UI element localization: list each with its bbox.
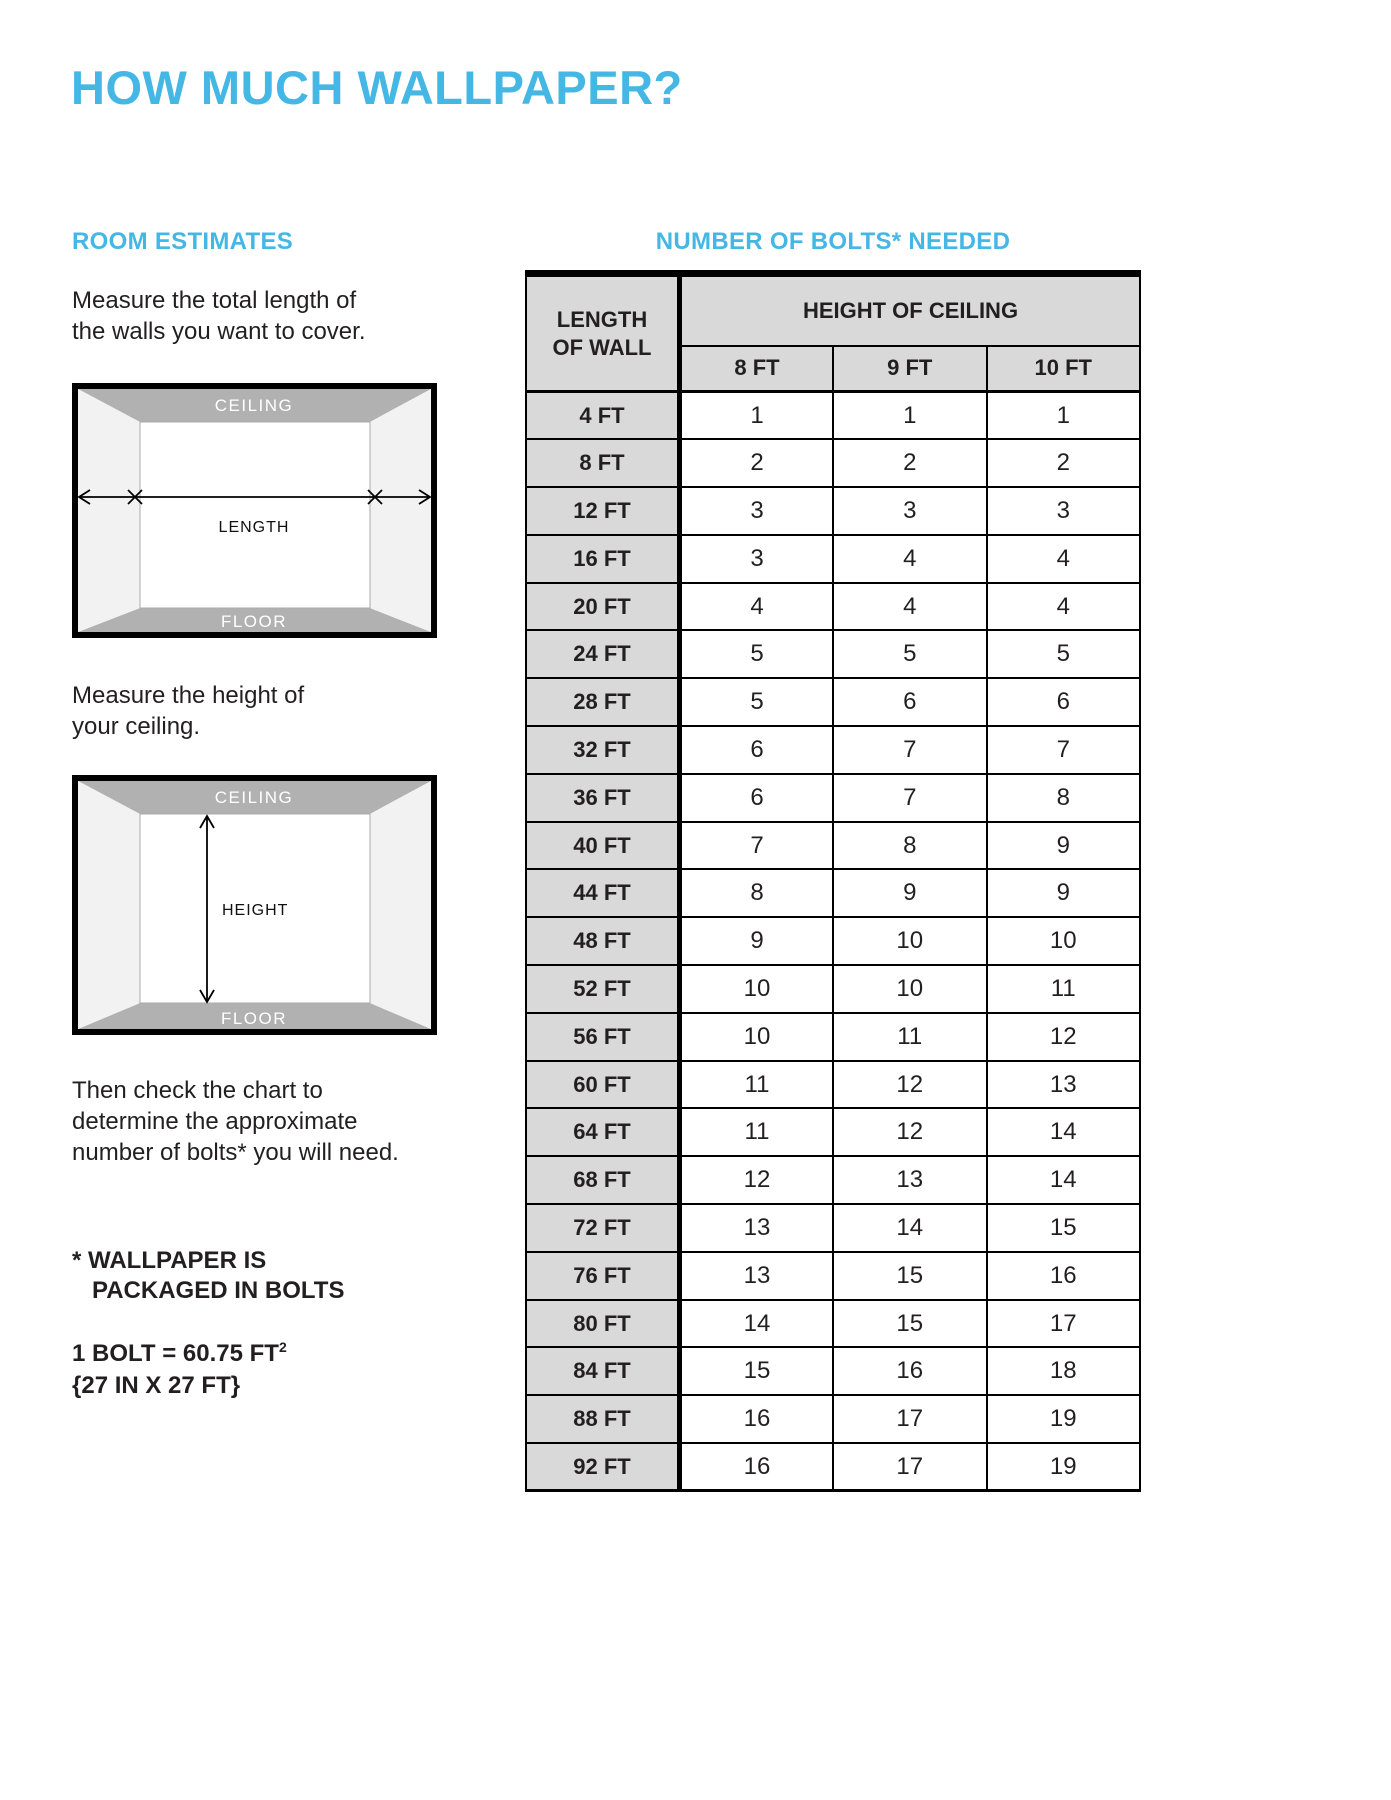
cell-9ft: 13 bbox=[833, 1156, 987, 1204]
table-row bbox=[526, 1204, 1140, 1252]
step2-text bbox=[72, 680, 304, 742]
cell-9ft: 10 bbox=[833, 965, 987, 1013]
col-header-9ft: 9 FT bbox=[833, 346, 987, 392]
step1-text bbox=[72, 285, 365, 347]
row-label: 56 FT bbox=[526, 1013, 680, 1061]
row-label: 44 FT bbox=[526, 869, 680, 917]
length-of-wall-header bbox=[526, 274, 680, 392]
floor-label: FLOOR bbox=[220, 1009, 288, 1028]
row-label: 24 FT bbox=[526, 630, 680, 678]
row-label: 12 FT bbox=[526, 487, 680, 535]
cell-10ft: 8 bbox=[987, 774, 1141, 822]
room-estimates-heading: ROOM ESTIMATES bbox=[72, 228, 294, 255]
bolt-formula bbox=[72, 1331, 287, 1370]
step3-line2: determine the approximate bbox=[72, 1108, 358, 1135]
bolts-table-body bbox=[526, 392, 1140, 1491]
cell-8ft: 7 bbox=[680, 822, 834, 870]
row-label: 80 FT bbox=[526, 1300, 680, 1348]
table-row bbox=[526, 1395, 1140, 1443]
step2-line2: your ceiling. bbox=[72, 713, 201, 740]
row-label: 20 FT bbox=[526, 583, 680, 631]
cell-8ft: 15 bbox=[680, 1347, 834, 1395]
cell-8ft: 13 bbox=[680, 1204, 834, 1252]
page-title: HOW MUCH WALLPAPER? bbox=[71, 61, 683, 114]
table-row bbox=[526, 630, 1140, 678]
table-row bbox=[526, 1252, 1140, 1300]
row-label: 8 FT bbox=[526, 439, 680, 487]
cell-9ft: 15 bbox=[833, 1252, 987, 1300]
row-label: 60 FT bbox=[526, 1061, 680, 1109]
cell-10ft: 19 bbox=[987, 1395, 1141, 1443]
step3-line1: Then check the chart to bbox=[72, 1077, 323, 1104]
cell-8ft: 3 bbox=[680, 535, 834, 583]
cell-9ft: 11 bbox=[833, 1013, 987, 1061]
cell-8ft: 2 bbox=[680, 439, 834, 487]
row-label: 40 FT bbox=[526, 822, 680, 870]
cell-10ft: 9 bbox=[987, 869, 1141, 917]
table-group-header-row bbox=[526, 274, 1140, 346]
row-label: 52 FT bbox=[526, 965, 680, 1013]
row-label: 48 FT bbox=[526, 917, 680, 965]
cell-10ft: 4 bbox=[987, 583, 1141, 631]
cell-10ft: 17 bbox=[987, 1300, 1141, 1348]
cell-8ft: 16 bbox=[680, 1395, 834, 1443]
right-wall-panel bbox=[370, 389, 431, 632]
row-label: 88 FT bbox=[526, 1395, 680, 1443]
cell-10ft: 19 bbox=[987, 1443, 1141, 1491]
step1-line1: Measure the total length of bbox=[72, 287, 357, 314]
cell-8ft: 4 bbox=[680, 583, 834, 631]
bolt-formula-base: 1 BOLT = 60.75 FT bbox=[72, 1340, 279, 1367]
table-row bbox=[526, 1013, 1140, 1061]
cell-8ft: 16 bbox=[680, 1443, 834, 1491]
cell-10ft: 13 bbox=[987, 1061, 1141, 1109]
cell-10ft: 6 bbox=[987, 678, 1141, 726]
cell-9ft: 1 bbox=[833, 392, 987, 440]
row-label: 92 FT bbox=[526, 1443, 680, 1491]
cell-10ft: 16 bbox=[987, 1252, 1141, 1300]
cell-9ft: 2 bbox=[833, 439, 987, 487]
table-row bbox=[526, 583, 1140, 631]
bolt-formula-exponent: 2 bbox=[278, 1339, 287, 1355]
length-of-wall-header-line1: LENGTH bbox=[556, 306, 648, 332]
height-diagram bbox=[72, 775, 437, 1035]
cell-9ft: 7 bbox=[833, 774, 987, 822]
bolts-footnote bbox=[72, 1246, 344, 1306]
row-label: 28 FT bbox=[526, 678, 680, 726]
table-row bbox=[526, 1061, 1140, 1109]
cell-8ft: 8 bbox=[680, 869, 834, 917]
cell-10ft: 3 bbox=[987, 487, 1141, 535]
floor-label: FLOOR bbox=[220, 612, 288, 631]
bolt-dimensions: {27 IN X 27 FT} bbox=[72, 1372, 241, 1399]
cell-8ft: 11 bbox=[680, 1108, 834, 1156]
cell-9ft: 16 bbox=[833, 1347, 987, 1395]
col-header-10ft: 10 FT bbox=[987, 346, 1141, 392]
row-label: 32 FT bbox=[526, 726, 680, 774]
table-row bbox=[526, 392, 1140, 440]
ceiling-label: CEILING bbox=[214, 788, 294, 807]
cell-9ft: 17 bbox=[833, 1395, 987, 1443]
table-row bbox=[526, 1108, 1140, 1156]
cell-10ft: 12 bbox=[987, 1013, 1141, 1061]
cell-8ft: 6 bbox=[680, 774, 834, 822]
cell-9ft: 4 bbox=[833, 583, 987, 631]
cell-10ft: 4 bbox=[987, 535, 1141, 583]
table-row bbox=[526, 1156, 1140, 1204]
step3-line3: number of bolts* you will need. bbox=[72, 1139, 399, 1166]
table-row bbox=[526, 1347, 1140, 1395]
cell-9ft: 7 bbox=[833, 726, 987, 774]
left-wall-panel bbox=[78, 389, 140, 632]
table-row bbox=[526, 439, 1140, 487]
row-label: 64 FT bbox=[526, 1108, 680, 1156]
row-label: 84 FT bbox=[526, 1347, 680, 1395]
ceiling-label: CEILING bbox=[214, 396, 294, 415]
cell-9ft: 12 bbox=[833, 1061, 987, 1109]
cell-8ft: 10 bbox=[680, 965, 834, 1013]
cell-8ft: 5 bbox=[680, 630, 834, 678]
length-of-wall-header-line2: OF WALL bbox=[552, 334, 652, 360]
table-row bbox=[526, 1300, 1140, 1348]
cell-10ft: 2 bbox=[987, 439, 1141, 487]
table-row bbox=[526, 917, 1140, 965]
cell-10ft: 11 bbox=[987, 965, 1141, 1013]
cell-9ft: 17 bbox=[833, 1443, 987, 1491]
length-diagram bbox=[72, 383, 437, 638]
cell-9ft: 10 bbox=[833, 917, 987, 965]
cell-8ft: 13 bbox=[680, 1252, 834, 1300]
left-wall-panel bbox=[78, 781, 140, 1029]
height-label: HEIGHT bbox=[222, 902, 289, 919]
step1-line2: the walls you want to cover. bbox=[72, 318, 366, 345]
cell-9ft: 5 bbox=[833, 630, 987, 678]
cell-10ft: 14 bbox=[987, 1156, 1141, 1204]
cell-10ft: 15 bbox=[987, 1204, 1141, 1252]
step3-text bbox=[72, 1075, 399, 1168]
cell-8ft: 12 bbox=[680, 1156, 834, 1204]
col-header-8ft: 8 FT bbox=[680, 346, 834, 392]
cell-8ft: 10 bbox=[680, 1013, 834, 1061]
cell-10ft: 10 bbox=[987, 917, 1141, 965]
cell-9ft: 15 bbox=[833, 1300, 987, 1348]
row-label: 4 FT bbox=[526, 392, 680, 440]
cell-8ft: 3 bbox=[680, 487, 834, 535]
cell-10ft: 18 bbox=[987, 1347, 1141, 1395]
step2-line1: Measure the height of bbox=[72, 682, 305, 709]
cell-8ft: 11 bbox=[680, 1061, 834, 1109]
bolts-needed-heading: NUMBER OF BOLTS* NEEDED bbox=[655, 228, 1011, 255]
bolts-table bbox=[525, 270, 1141, 1492]
footnote-line2: PACKAGED IN BOLTS bbox=[92, 1277, 345, 1304]
cell-10ft: 1 bbox=[987, 392, 1141, 440]
row-label: 68 FT bbox=[526, 1156, 680, 1204]
cell-8ft: 14 bbox=[680, 1300, 834, 1348]
cell-9ft: 8 bbox=[833, 822, 987, 870]
cell-8ft: 1 bbox=[680, 392, 834, 440]
footnote-line1: * WALLPAPER IS bbox=[72, 1247, 267, 1274]
table-row bbox=[526, 1443, 1140, 1491]
cell-9ft: 14 bbox=[833, 1204, 987, 1252]
row-label: 72 FT bbox=[526, 1204, 680, 1252]
table-row bbox=[526, 487, 1140, 535]
bolt-info bbox=[72, 1331, 287, 1402]
row-label: 36 FT bbox=[526, 774, 680, 822]
cell-8ft: 6 bbox=[680, 726, 834, 774]
cell-10ft: 14 bbox=[987, 1108, 1141, 1156]
cell-9ft: 4 bbox=[833, 535, 987, 583]
row-label: 16 FT bbox=[526, 535, 680, 583]
cell-9ft: 12 bbox=[833, 1108, 987, 1156]
cell-9ft: 9 bbox=[833, 869, 987, 917]
length-label: LENGTH bbox=[218, 519, 290, 536]
right-wall-panel bbox=[370, 781, 431, 1029]
table-row bbox=[526, 774, 1140, 822]
cell-8ft: 5 bbox=[680, 678, 834, 726]
table-row bbox=[526, 822, 1140, 870]
cell-10ft: 7 bbox=[987, 726, 1141, 774]
back-wall-panel bbox=[140, 422, 370, 608]
table-row bbox=[526, 535, 1140, 583]
cell-10ft: 9 bbox=[987, 822, 1141, 870]
table-row bbox=[526, 726, 1140, 774]
table-row bbox=[526, 965, 1140, 1013]
height-of-ceiling-header: HEIGHT OF CEILING bbox=[680, 274, 1141, 346]
table-row bbox=[526, 678, 1140, 726]
row-label: 76 FT bbox=[526, 1252, 680, 1300]
cell-9ft: 3 bbox=[833, 487, 987, 535]
cell-9ft: 6 bbox=[833, 678, 987, 726]
cell-8ft: 9 bbox=[680, 917, 834, 965]
table-row bbox=[526, 869, 1140, 917]
cell-10ft: 5 bbox=[987, 630, 1141, 678]
